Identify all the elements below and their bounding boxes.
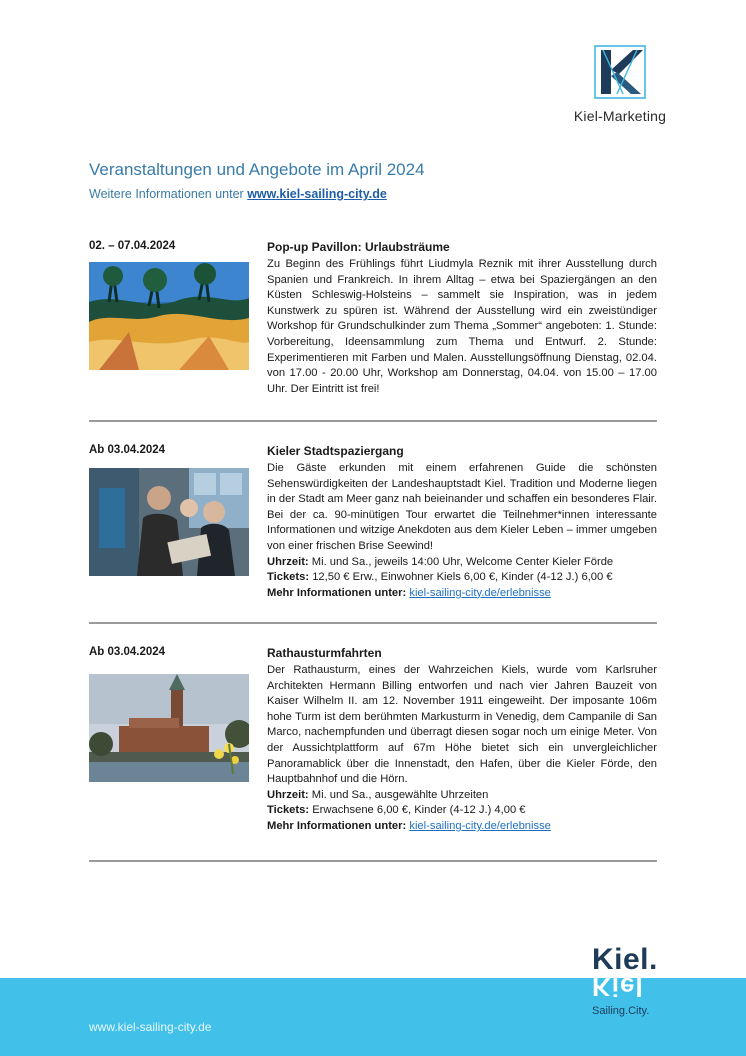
event-body <box>267 240 657 397</box>
k-logo-icon <box>593 44 647 100</box>
more-label: Mehr Informationen unter: <box>267 819 407 832</box>
time-label: Uhrzeit: <box>267 555 309 568</box>
divider <box>89 622 657 624</box>
city-tour-photo <box>89 468 249 576</box>
event-date: 02. – 07.04.2024 <box>89 240 176 252</box>
event-title: Pop-up Pavillon: Urlaubsträume <box>267 240 450 254</box>
kiel-sailing-city-logo <box>592 945 674 1017</box>
subline-prefix: Weitere Informationen unter <box>89 187 248 201</box>
event-tickets <box>267 570 657 586</box>
more-info-link[interactable]: kiel-sailing-city.de/erlebnisse <box>409 586 551 599</box>
town-hall-photo <box>89 674 249 782</box>
footer-url[interactable]: www.kiel-sailing-city.de <box>89 1020 212 1034</box>
event-date: Ab 03.04.2024 <box>89 444 166 456</box>
tickets-value: 12,50 € Erw., Einwohner Kiels 6,00 €, Kinder (4-12 J.) 6,00 € <box>309 571 613 584</box>
event-description: Die Gäste erkunden mit einem erfahrenen Guide die schönsten Sehenswürdigkeiten der Landeshauptstadt Kiel. Tradition und Moderne liegen in der Stadt am Meer ganz nah beieinander und schaffen ein besonderes Flair. Bei der ca. 90-minütigen Tour erwartet die Teilnehmer*innen interessante Informationen und witzige Anekdoten aus dem Kieler Leben – immer umgeben von einer frischen Brise Seewind! <box>267 462 657 552</box>
event-body <box>267 646 657 835</box>
tickets-label: Tickets: <box>267 571 310 584</box>
painting-image <box>89 262 249 370</box>
time-value: Mi. und Sa., jeweils 14:00 Uhr, Welcome Center Kieler Förde <box>308 555 614 568</box>
event-body <box>267 444 657 601</box>
logo-top-text: Kiel. <box>592 943 658 976</box>
event-title: Rathausturmfahrten <box>267 646 382 660</box>
event-title: Kieler Stadtspaziergang <box>267 444 404 458</box>
logo-tagline: Sailing.City. <box>592 1005 650 1017</box>
event-time <box>267 788 657 804</box>
more-info-link[interactable]: kiel-sailing-city.de/erlebnisse <box>409 819 551 832</box>
event-description: Der Rathausturm, eines der Wahrzeichen Kiels, wurde vom Karlsruher Architekten Hermann Billing entworfen und nach vier Jahren Bauzeit von Kaiser Wilhelm II. am 12. November 1911 eingeweiht. Der imposante 106m hohe Turm ist dem berühmten Markusturm in Venedig, dem Campanile di San Marco, nachempfunden und überragt diesen sogar noch um einige Meter. Von der Aussichtplattform auf 67m Höhe bietet sich ein unvergleichlicher Panoramablick über die Innenstadt, den Hafen, über die Kieler Förde, den Hauptbahnhof und die Hörn. <box>267 664 657 786</box>
divider <box>89 420 657 422</box>
event-tickets <box>267 803 657 819</box>
kiel-marketing-logo <box>560 44 680 124</box>
logo-reflection-text: Kiel <box>592 972 644 1002</box>
event-more-info <box>267 586 657 602</box>
event-description: Zu Beginn des Frühlings führt Liudmyla Reznik mit ihrer Ausstellung durch Spanien und Frankreich. In ihrem Alltag – etwa bei Spaziergängen an den Küsten Schleswig-Holsteins – sammelt sie Inspiration, was in jedem Kunstwerk zu spüren ist. Während der Ausstellung wird ein zweistündiger Workshop für Grundschulkinder zum Thema „Sommer“ angeboten: 1. Stunde: Vorbereitung, Ideensammlung zum Thema und Entwurf. 2. Stunde: Experimentieren mit Farben und Malen. Ausstellungsöffnung Dienstag, 02.04. von 17.00 - 20.00 Uhr, Workshop am Donnerstag, 04.04. von 15.00 – 17.00 Uhr. Der Eintritt ist frei! <box>267 258 657 395</box>
brand-name: Kiel-Marketing <box>573 108 667 124</box>
website-link[interactable]: www.kiel-sailing-city.de <box>247 187 387 201</box>
divider <box>89 860 657 862</box>
tickets-value: Erwachsene 6,00 €, Kinder (4-12 J.) 4,00 € <box>309 804 526 817</box>
page-title: Veranstaltungen und Angebote im April 2024 <box>89 160 425 179</box>
event-more-info <box>267 819 657 835</box>
subline <box>89 187 387 201</box>
more-label: Mehr Informationen unter: <box>267 586 407 599</box>
time-value: Mi. und Sa., ausgewählte Uhrzeiten <box>308 788 489 801</box>
footer <box>0 943 746 1056</box>
tickets-label: Tickets: <box>267 804 310 817</box>
event-date: Ab 03.04.2024 <box>89 646 166 658</box>
event-time <box>267 555 657 571</box>
time-label: Uhrzeit: <box>267 788 309 801</box>
